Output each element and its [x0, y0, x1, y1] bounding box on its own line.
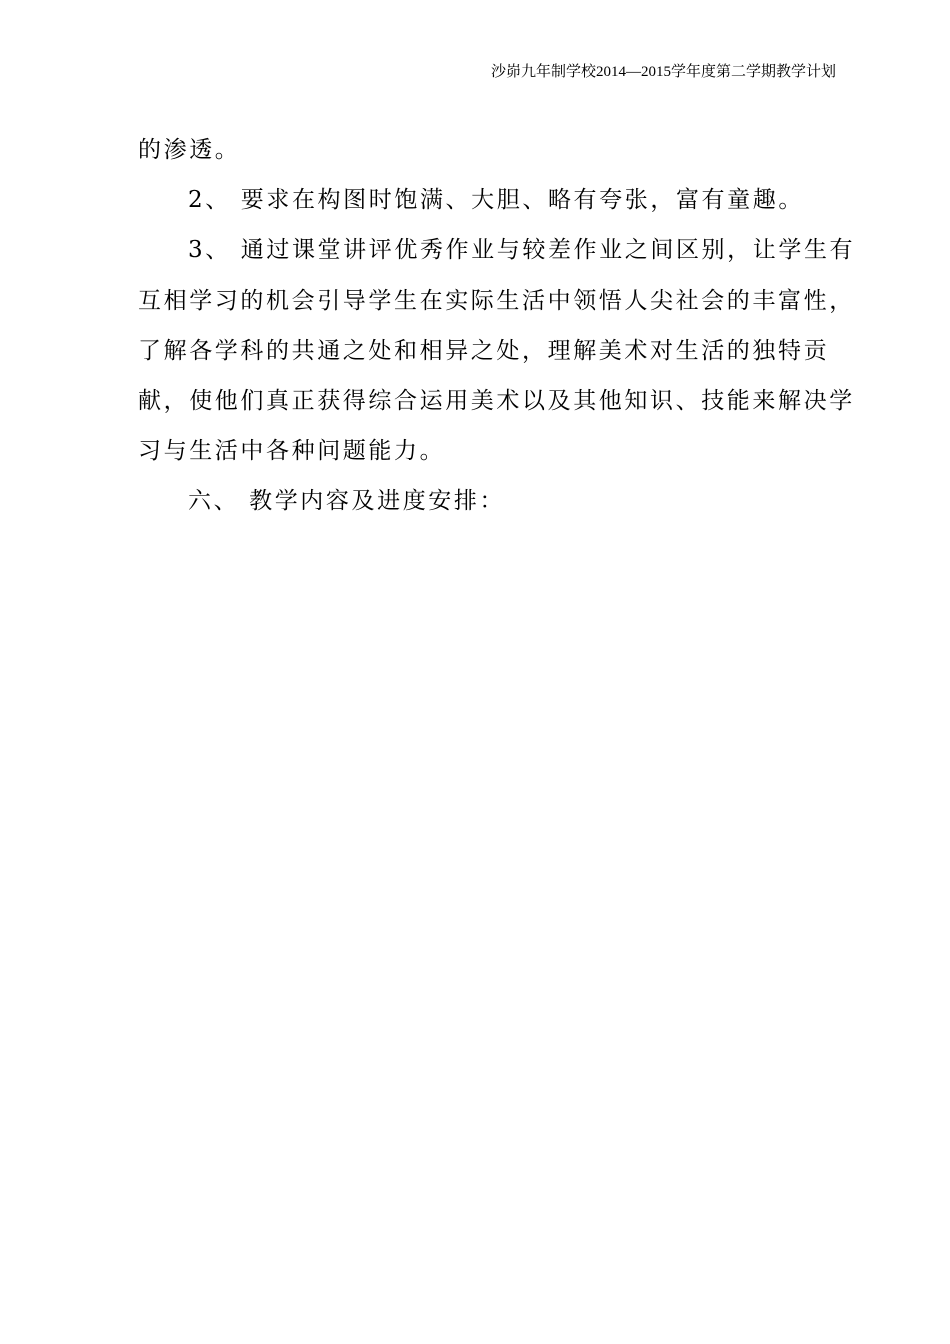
- list-item-2: 2、 要求在构图时饱满、大胆、略有夸张，富有童趣。: [188, 187, 804, 213]
- section-heading: 六、 教学内容及进度安排：: [188, 488, 506, 514]
- body-text-line: 了解各学科的共通之处和相异之处，理解美术对生活的独特贡: [138, 338, 830, 364]
- body-text-line: 的渗透。: [138, 137, 241, 163]
- body-text-line: 习与生活中各种问题能力。: [138, 438, 446, 464]
- body-text-line: 互相学习的机会引导学生在实际生活中领悟人尖社会的丰富性，: [138, 288, 855, 314]
- list-item-3: 3、 通过课堂讲评优秀作业与较差作业之间区别，让学生有: [188, 237, 856, 263]
- body-text-line: 献，使他们真正获得综合运用美术以及其他知识、技能来解决学: [138, 388, 855, 414]
- page-header: 沙峁九年制学校2014—2015学年度第二学期教学计划: [490, 64, 836, 80]
